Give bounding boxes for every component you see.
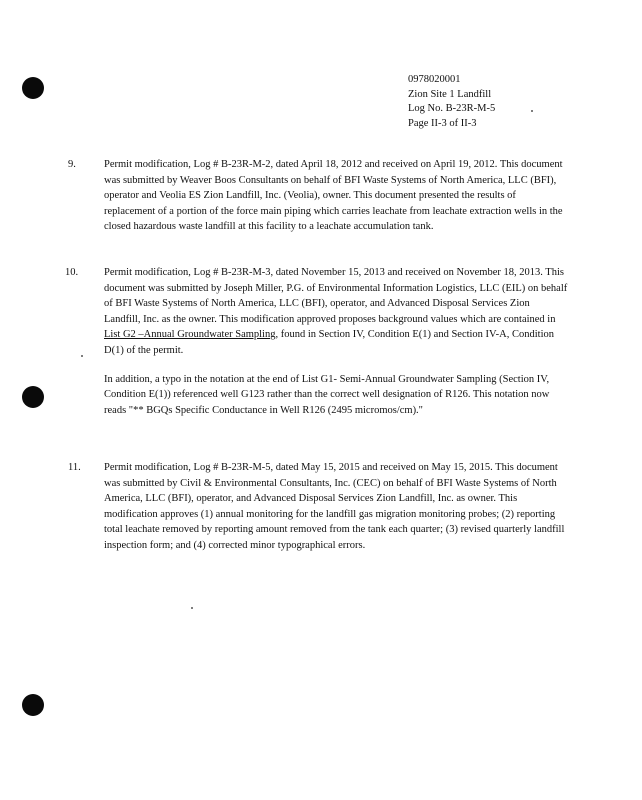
punch-hole-middle <box>22 386 44 408</box>
punch-hole-top <box>22 77 44 99</box>
punch-hole-bottom <box>22 694 44 716</box>
list-g2-reference: List G2 –Annual Groundwater Sampling <box>104 329 276 341</box>
list-item-9 <box>68 157 568 235</box>
document-header <box>408 73 495 131</box>
item-number: 9. <box>68 159 76 170</box>
item-text-part: Permit modification, Log # B-23R-M-3, dated November 15, 2013 and received on November 18, 2013. This document was submitted by Joseph Miller, P.G. of Environmental Information Logistics, LLC (EIL) on behalf of BFI Waste Systems of North America, LLC (BFI), operator, and Advanced Disposal Services Zion Landfill, Inc. as the owner. This modification approved proposes background values which are contained in <box>104 267 568 325</box>
item-text-part: , found in Section IV, Condition E(1) and Section IV-A, Condition D(1) of the permit. <box>104 329 555 356</box>
log-number: Log No. B-23R-M-5 <box>408 103 496 114</box>
document-id: 0978020001 <box>408 74 461 85</box>
item-text <box>104 265 568 359</box>
scan-speck <box>531 110 533 112</box>
list-item-10 <box>65 265 568 418</box>
item-number: 11. <box>68 462 81 473</box>
item-number: 10. <box>65 267 79 278</box>
scan-speck <box>191 607 193 609</box>
item-text: Permit modification, Log # B-23R-M-2, dated April 18, 2012 and received on April 19, 2012. This document was submitted by Weaver Boos Consultants on behalf of BFI Waste Systems of North America, LLC (BFI), operator and Veolia ES Zion Landfill, Inc. (Veolia), owner. This document presented the results of replacement of a portion of the force main piping which carries leachate from leachate extraction wells in the closed hazardous waste landfill at this facility to a leachate accumulation tank. <box>104 159 563 233</box>
page-number: Page II-3 of II-3 <box>408 117 477 129</box>
site-name: Zion Site 1 Landfill <box>408 88 492 100</box>
item-paragraph-2: In addition, a typo in the notation at the end of List G1- Semi-Annual Groundwater Sampling (Section IV, Condition E(1)) referenced well G123 rather than the correct well designation of R126. This notation now reads "** BGQs Specific Conductance in Well R126 (2495 micromos/cm)." <box>104 373 550 416</box>
item-text: Permit modification, Log # B-23R-M-5, dated May 15, 2015 and received on May 15, 2015. This document was submitted by Civil & Environmental Consultants, Inc. (CEC) on behalf of BFI Waste Systems of North America, LLC (BFI), operator, and Advanced Disposal Services Zion Landfill, Inc. as owner. This modification approves (1) annual monitoring for the landfill gas migration monitoring probes; (2) reporting total leachate removed by reporting amount removed from the tank each quarter; (3) revised quarterly landfill inspection form; and (4) corrected minor typographical errors. <box>104 462 565 551</box>
list-item-11 <box>68 460 568 554</box>
